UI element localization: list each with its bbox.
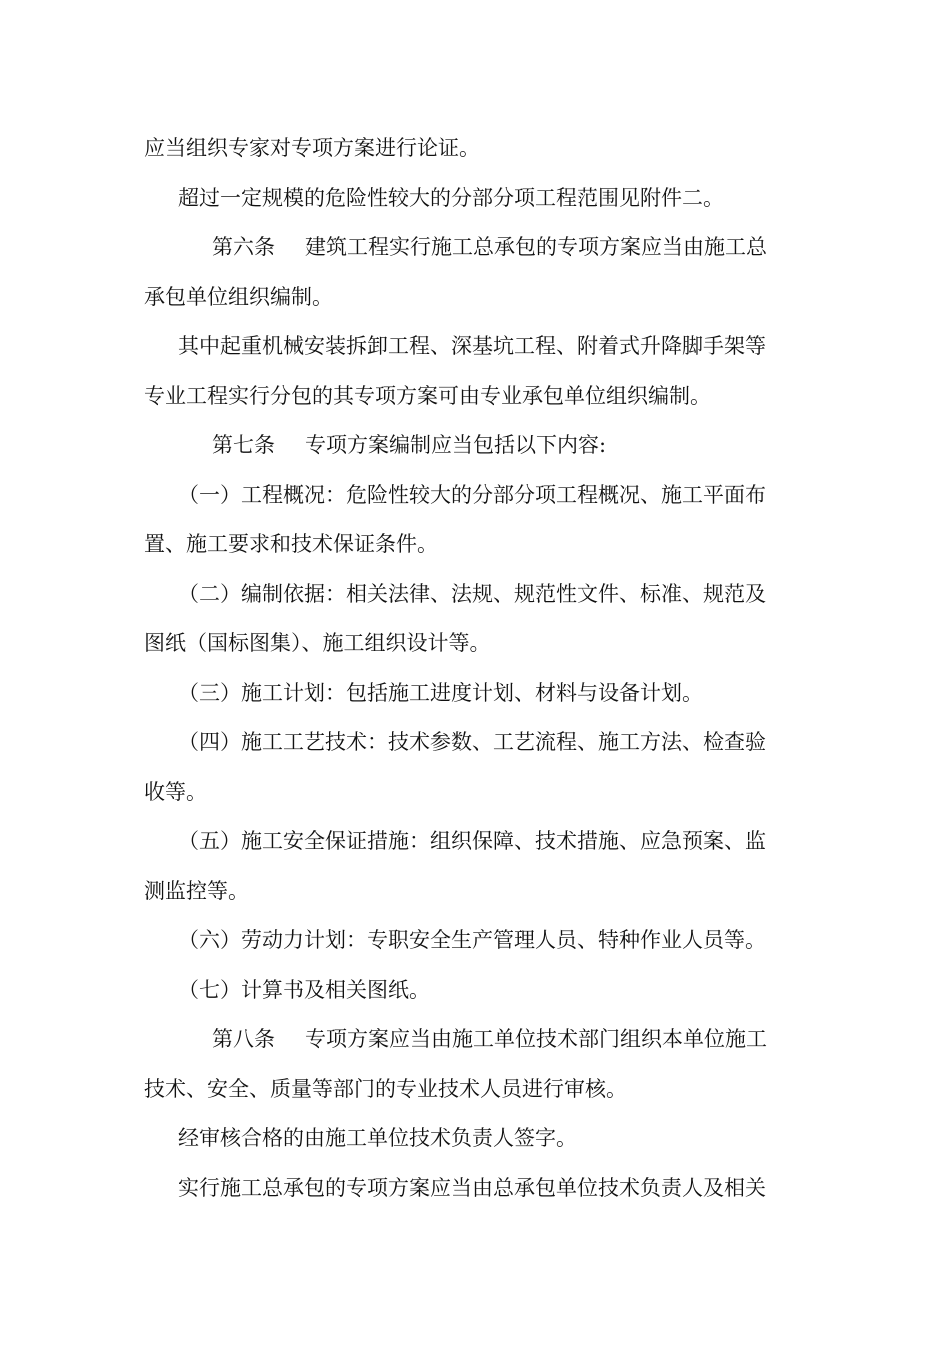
article-7 (144, 421, 774, 471)
paragraph-text: 超过一定规模的危险性较大的分部分项工程范围见附件二。 (178, 185, 724, 210)
paragraph-text: （二）编制依据：相关法律、法规、规范性文件、标准、规范及图纸（国标图集）、施工组织设计等。 (144, 581, 766, 655)
list-item-2 (144, 570, 774, 669)
list-item-7 (144, 966, 774, 1016)
article-6 (144, 223, 774, 322)
paragraph-text: （六）劳动力计划：专职安全生产管理人员、特种作业人员等。 (178, 928, 766, 952)
paragraph-text: 建筑工程实行施工总承包的专项方案应当由施工总承包单位组织编制。 (144, 235, 767, 309)
paragraph-text: （一）工程概况：危险性较大的分部分项工程概况、施工平面布置、施工要求和技术保证条件。 (144, 482, 766, 556)
paragraph-text: 经审核合格的由施工单位技术负责人签字。 (178, 1126, 577, 1150)
paragraph-text: （四）施工工艺技术：技术参数、工艺流程、施工方法、检查验收等。 (144, 730, 766, 804)
article-8 (144, 1015, 774, 1114)
article-number: 第七条 (212, 433, 275, 457)
article-number: 第八条 (212, 1027, 275, 1051)
paragraph-14 (144, 1114, 774, 1164)
paragraph-15 (144, 1164, 774, 1214)
paragraph-text: 其中起重机械安装拆卸工程、深基坑工程、附着式升降脚手架等专业工程实行分包的其专项方案可由专业承包单位组织编制。 (144, 334, 766, 408)
list-item-5 (144, 817, 774, 916)
paragraph-text: 应当组织专家对专项方案进行论证。 (144, 136, 480, 160)
paragraph-2 (144, 174, 774, 224)
paragraph-4 (144, 322, 774, 421)
paragraph-text: （五）施工安全保证措施：组织保障、技术措施、应急预案、监测监控等。 (144, 829, 766, 903)
list-item-4 (144, 718, 774, 817)
list-item-1 (144, 471, 774, 570)
paragraph-text: （七）计算书及相关图纸。 (178, 977, 430, 1002)
paragraph-text: 专项方案编制应当包括以下内容: (305, 433, 607, 457)
paragraph-1 (144, 124, 774, 174)
article-number: 第六条 (212, 235, 275, 259)
paragraph-text: 实行施工总承包的专项方案应当由总承包单位技术负责人及相关 (178, 1175, 766, 1200)
list-item-6 (144, 916, 774, 966)
paragraph-text: 专项方案应当由施工单位技术部门组织本单位施工技术、安全、质量等部门的专业技术人员进行审核。 (144, 1027, 767, 1101)
paragraph-text: （三）施工计划：包括施工进度计划、材料与设备计划。 (178, 680, 703, 705)
document-body (144, 124, 774, 1213)
list-item-3 (144, 669, 774, 719)
